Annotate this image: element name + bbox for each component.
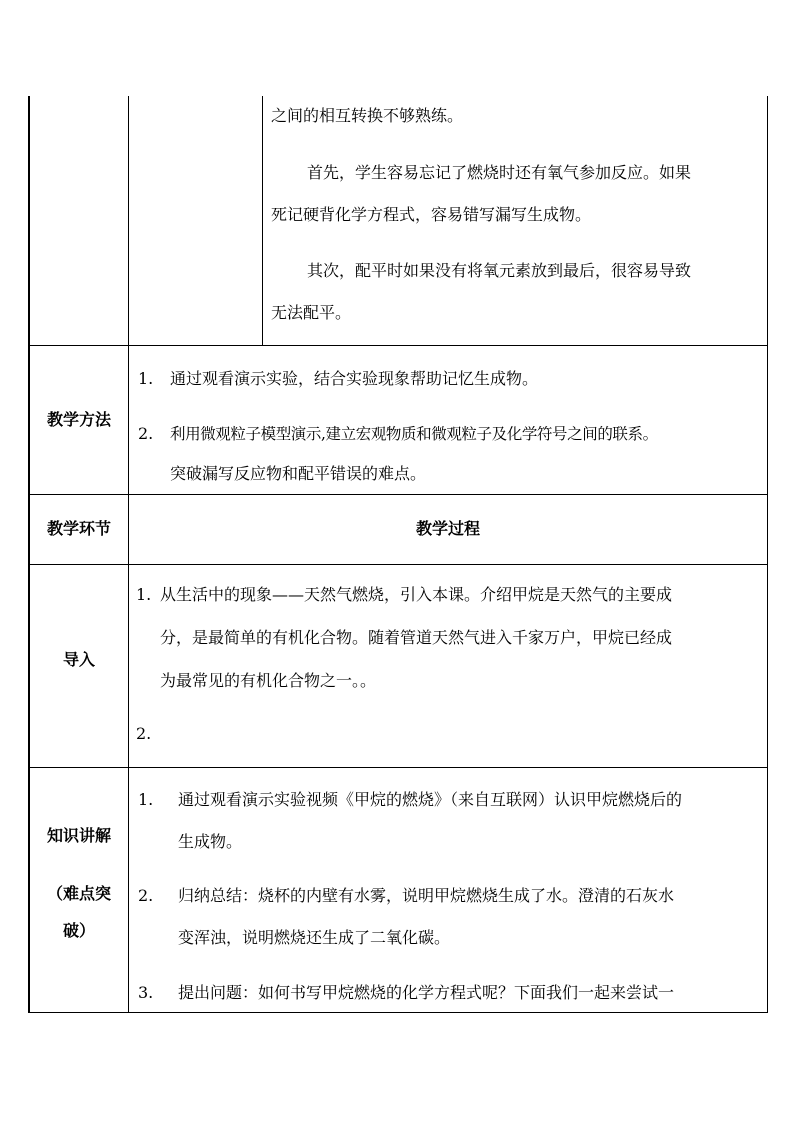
intro-item-1-number: 1. <box>136 585 152 604</box>
knowledge-item-2-number: 2. <box>138 886 154 905</box>
row-divider-3 <box>28 564 768 565</box>
teaching-method-item-2-text-line-1: 利用微观粒子模型演示,建立宏观物质和微观粒子及化学符号之间的联系。 <box>170 425 658 443</box>
teaching-method-item-1-number: 1. <box>138 369 154 388</box>
teaching-method-item-1-text: 通过观看演示实验，结合实验现象帮助记忆生成物。 <box>170 369 539 388</box>
intro-item-1-line-1: 从生活中的现象——天然气燃烧，引入本课。介绍甲烷是天然气的主要成 <box>160 585 673 604</box>
intro-item-1-line-3: 为最常见的有机化合物之一。。 <box>160 671 377 690</box>
row-divider-2 <box>28 494 768 495</box>
teaching-method-item-2-text-line-2: 突破漏写反应物和配平错误的难点。 <box>170 464 427 483</box>
table-right-border <box>767 96 768 1013</box>
knowledge-item-1-number: 1. <box>138 790 154 809</box>
teaching-method-label: 教学方法 <box>46 410 111 429</box>
continuation-line-4: 其次，配平时如果没有将氧元素放到最后，很容易导致 <box>307 261 692 280</box>
knowledge-label-line-2: （难点突 <box>46 884 111 903</box>
knowledge-item-3-line-1: 提出问题：如何书写甲烷燃烧的化学方程式呢？下面我们一起来尝试一 <box>178 983 675 1002</box>
row-divider-4 <box>28 767 768 768</box>
teaching-stage-header: 教学环节 <box>46 519 111 538</box>
knowledge-label-line-1: 知识讲解 <box>46 826 111 845</box>
intro-item-2-number: 2. <box>136 724 152 743</box>
knowledge-item-3-number: 3. <box>138 983 154 1002</box>
inner-column-divider <box>262 96 263 346</box>
teaching-method-item-2-number: 2. <box>138 424 154 443</box>
label-column-divider <box>128 96 129 1013</box>
table-left-border <box>28 96 30 1013</box>
intro-label: 导入 <box>62 650 95 669</box>
intro-item-1-line-2: 分，是最简单的有机化合物。随着管道天然气进入千家万户，甲烷已经成 <box>160 628 673 647</box>
knowledge-item-1-line-2: 生成物。 <box>178 832 243 851</box>
row-divider-1 <box>28 345 768 346</box>
continuation-line-1: 之间的相互转换不够熟练。 <box>271 106 464 125</box>
continuation-line-2: 首先，学生容易忘记了燃烧时还有氧气参加反应。如果 <box>307 163 692 182</box>
knowledge-item-2-line-2: 变浑浊，说明燃烧还生成了二氧化碳。 <box>178 928 451 947</box>
table-bottom-border <box>28 1012 768 1013</box>
knowledge-item-2-line-1: 归纳总结：烧杯的内壁有水雾，说明甲烷燃烧生成了水。澄清的石灰水 <box>178 886 675 905</box>
continuation-line-5: 无法配平。 <box>271 303 352 322</box>
teaching-process-header: 教学过程 <box>415 519 480 538</box>
knowledge-label-line-3: 破） <box>62 921 95 940</box>
continuation-line-3: 死记硬背化学方程式，容易错写漏写生成物。 <box>271 205 592 224</box>
knowledge-item-1-line-1: 通过观看演示实验视频《甲烷的燃烧》（来自互联网）认识甲烷燃烧后的 <box>178 790 683 809</box>
